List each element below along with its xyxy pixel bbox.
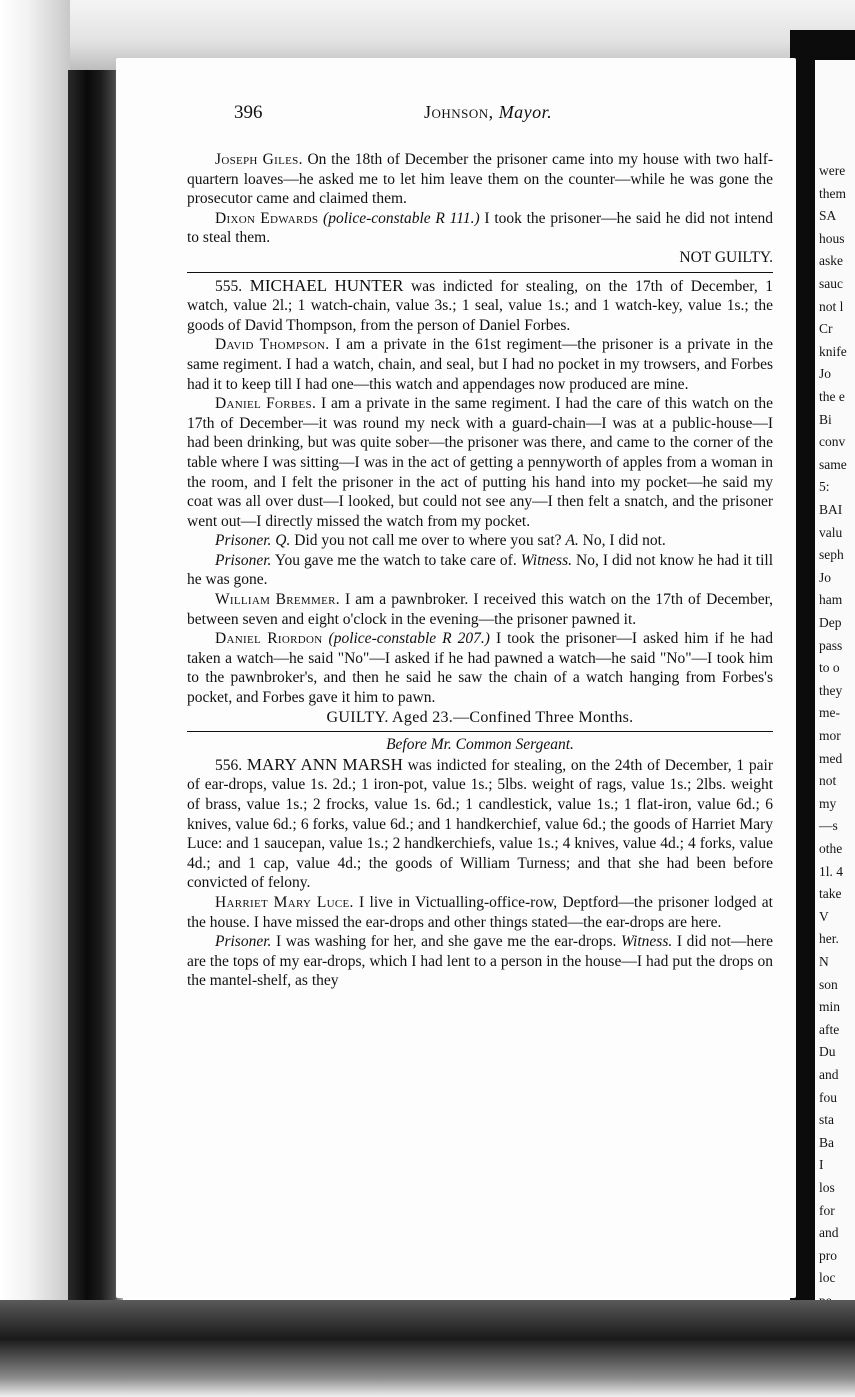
- defendant-name: MICHAEL HUNTER: [249, 275, 404, 295]
- testimony-text: I took the prisoner—I asked him if he had taken a watch—he said "No"—I asked if he had pawned a watch—he said "No"—I took him to the pawnbroker's, and then he said he saw the chain of a watch hanging from Forbes's pocket, and Forbes gave it him to pawn.: [187, 630, 774, 707]
- section-heading: Before Mr. Common Sergeant.: [386, 736, 574, 754]
- next-page-fragment: Jo: [819, 366, 832, 382]
- next-page-fragment: sauc: [819, 276, 843, 291]
- statement-text: No, I did not know he had it till he was gone.: [187, 551, 774, 589]
- next-page-fragment: me-: [819, 705, 840, 721]
- next-page-fragment: were: [819, 163, 846, 178]
- testimony-text: I am a private in the same regiment. I had the care of this watch on the 17th of December—it was round my neck with a guard-chain—I was at a public-house—I had been drinking, but was quite sober—the prisoner was there, and came to the corner of the table where I was sitting—I was in the act of getting a pennyworth of apples from a woman in the room, and I felt the prisoner in the act of putting his hand into my pocket—he said my coat was all over dust—I looked, but could not see any—I then felt a snatch, and the prisoner went out—I directly missed the watch from my pocket.: [187, 395, 773, 530]
- next-page-fragment: to o: [819, 660, 840, 676]
- next-page-fragment: los: [819, 1180, 835, 1195]
- witness-name: Dixon Edwards: [215, 209, 319, 227]
- case-paragraph: [187, 276, 773, 336]
- testimony-paragraph: [187, 394, 773, 531]
- testimony-paragraph: [187, 150, 773, 209]
- case-number: 556.: [215, 756, 243, 774]
- next-page-fragment: N: [819, 954, 829, 969]
- witness-name: Daniel Forbes.: [215, 395, 317, 413]
- next-page-fragment: fou: [819, 1089, 837, 1105]
- next-page-fragment: I: [819, 1157, 824, 1173]
- next-page-fragment: SA: [819, 208, 837, 224]
- next-page-fragment: the e: [819, 389, 845, 404]
- verdict: NOT GUILTY.: [679, 248, 773, 266]
- scan-left-margin: [0, 0, 70, 1397]
- testimony-paragraph: [187, 335, 773, 394]
- witness-name: Daniel Riordon: [215, 630, 323, 648]
- next-page-fragment: Ba: [819, 1134, 834, 1150]
- next-page-fragment: Bi: [819, 411, 832, 427]
- statement-text: You gave me the watch to take care of.: [274, 551, 517, 569]
- next-page-fragment: Dep: [819, 615, 842, 630]
- case-text: was indicted for stealing, on the 24th of December, 1 pair of ear-drops, value 1s. 2d.; 1 iron-pot, value 1s.; 5lbs. weight of rags, value 1s.; 2lbs. weight of brass, value 1s.; 2 frocks, value 1s. 6d.; 1 candlestick, value 1s.; 1 flat-iron, value 6d.; 6 knives, value 6d.; 6 forks, value 6d.; and 1 handkerchief, value 6d.; the goods of Harriet Mary Luce: and 1 saucepan, value 1s.; 2 handkerchiefs, value 1s.; 4 knives, value 4d.; 4 forks, value 4d.; and 1 cap, value 4d.; the goods of William Turness; and that she had been before convicted of felony.: [187, 756, 774, 892]
- next-page-fragment: afte: [819, 1021, 840, 1037]
- witness-name: Harriet Mary Luce.: [215, 893, 354, 911]
- next-page-fragment: Cr: [819, 321, 833, 337]
- page-header: [234, 102, 760, 126]
- answer-label: A.: [565, 532, 579, 550]
- next-page-fragment: ham: [819, 592, 843, 608]
- section-divider: [187, 272, 773, 273]
- next-page-fragment: min: [819, 999, 841, 1015]
- witness-name: William Bremmer.: [215, 591, 340, 609]
- next-page-fragment: not: [819, 773, 837, 789]
- next-page-fragment: othe: [819, 841, 843, 856]
- next-page-fragment: them: [819, 185, 846, 201]
- next-page-fragment: mor: [819, 728, 841, 743]
- next-page-fragment: not l: [819, 298, 844, 314]
- witness-name: David Thompson.: [215, 336, 330, 354]
- testimony-paragraph: [187, 629, 773, 707]
- next-page-fragment: hous: [819, 230, 845, 246]
- exchange-paragraph: [187, 932, 773, 991]
- testimony-paragraph: [187, 893, 773, 932]
- testimony-text: On the 18th of December the prisoner came into my house with two half-quartern loaves—he asked me to let him leave them on the counter—while he was gone the prosecutor came and claimed them.: [187, 151, 774, 208]
- next-page-fragment: aske: [819, 253, 843, 269]
- next-page-fragment: take: [819, 886, 842, 902]
- next-page-fragment: for: [819, 1202, 835, 1218]
- next-page-fragment: valu: [819, 524, 843, 540]
- next-page-fragment: knife: [819, 343, 847, 359]
- verdict: GUILTY. Aged 23.—Confined Three Months.: [326, 708, 634, 726]
- speaker-label: Witness.: [520, 551, 572, 569]
- next-page-fragment: conv: [819, 434, 846, 450]
- section-divider: [187, 731, 773, 732]
- testimony-text: I am a private in the 61st regiment—the prisoner is a private in the same regiment. I had a watch, chain, and seal, but I had no pocket in my trowsers, and Forbes had it to keep till I had one—this watch and appendages now produced are mine.: [187, 336, 774, 393]
- next-page-fragment: my: [819, 795, 837, 811]
- next-page-fragment: V: [819, 908, 829, 924]
- next-page-fragment: they: [819, 682, 843, 698]
- testimony-text: I live in Victualling-office-row, Deptford—the prisoner lodged at the house. I have missed the ear-drops and other things stated—the ear-drops are here.: [187, 893, 773, 931]
- defendant-name: MARY ANN MARSH: [246, 754, 403, 774]
- witness-role: (police-constable R 207.): [328, 630, 490, 648]
- next-page-fragment: her.: [819, 931, 839, 947]
- scan-bottom-margin: [0, 1300, 855, 1397]
- book-spine-shadow: [68, 70, 123, 1330]
- next-page-fragment: Du: [819, 1044, 836, 1060]
- next-page-fragment: 5:: [819, 479, 830, 495]
- exchange-paragraph: [187, 531, 773, 551]
- testimony-text: I am a pawnbroker. I received this watch on the 17th of December, between seven and eight o'clock in the evening—the prisoner pawned it.: [187, 591, 773, 628]
- next-page-fragment: Jo: [819, 569, 832, 585]
- question-label: Q.: [275, 532, 291, 550]
- next-page-fragment: med: [819, 750, 843, 766]
- testimony-paragraph: [187, 209, 773, 248]
- answer-text: No, I did not.: [582, 532, 666, 550]
- next-page-fragment: pass: [819, 637, 843, 653]
- case-text: was indicted for stealing, on the 17th of December, 1 watch, value 2l.; 1 watch-chain, value 3s.; 1 seal, value 1s.; and 1 watch-key, value 1s.; the goods of David Thompson, from the person of Daniel Forbes.: [187, 277, 774, 334]
- next-page-fragment: son: [819, 976, 838, 992]
- next-page-fragment: pro: [819, 1247, 837, 1263]
- next-page-fragment: sta: [819, 1112, 834, 1128]
- testimony-paragraph: [187, 590, 773, 629]
- next-page-fragment: loc: [819, 1270, 836, 1286]
- page-number: 396: [234, 102, 263, 123]
- next-page-fragment: 1l. 4: [819, 863, 844, 879]
- testimony-text: I took the prisoner—he said he did not intend to steal them.: [187, 209, 774, 247]
- speaker-label: Prisoner.: [215, 933, 272, 951]
- next-page-fragment: seph: [819, 547, 844, 563]
- page-text: [187, 150, 773, 991]
- speaker-label: Witness.: [621, 933, 673, 951]
- witness-role: (police-constable R 111.): [323, 209, 480, 227]
- statement-text: I did not—here are the tops of my ear-drops, which I had lent to a person in the house—I had put the drops on the mantel-shelf, as they: [187, 933, 774, 990]
- next-page-fragment: same: [819, 456, 847, 472]
- next-page-fragment: and: [819, 1067, 839, 1082]
- running-head-name: Johnson,: [424, 102, 494, 122]
- next-page-fragment: and: [819, 1225, 839, 1241]
- speaker-label: Prisoner.: [215, 532, 272, 550]
- witness-name: Joseph Giles.: [215, 151, 303, 168]
- next-page-fragment: BAI: [819, 502, 843, 517]
- running-head-title: Mayor.: [498, 102, 553, 122]
- next-page-edge: [815, 60, 855, 1300]
- speaker-label: Prisoner.: [215, 551, 272, 569]
- question-text: Did you not call me over to where you sat?: [294, 532, 562, 550]
- next-page-fragment: —s: [819, 818, 838, 834]
- statement-text: I was washing for her, and she gave me the ear-drops.: [276, 933, 617, 951]
- case-number: 555.: [215, 277, 243, 295]
- running-head: [424, 102, 552, 123]
- exchange-paragraph: [187, 551, 773, 590]
- case-paragraph: [187, 755, 773, 893]
